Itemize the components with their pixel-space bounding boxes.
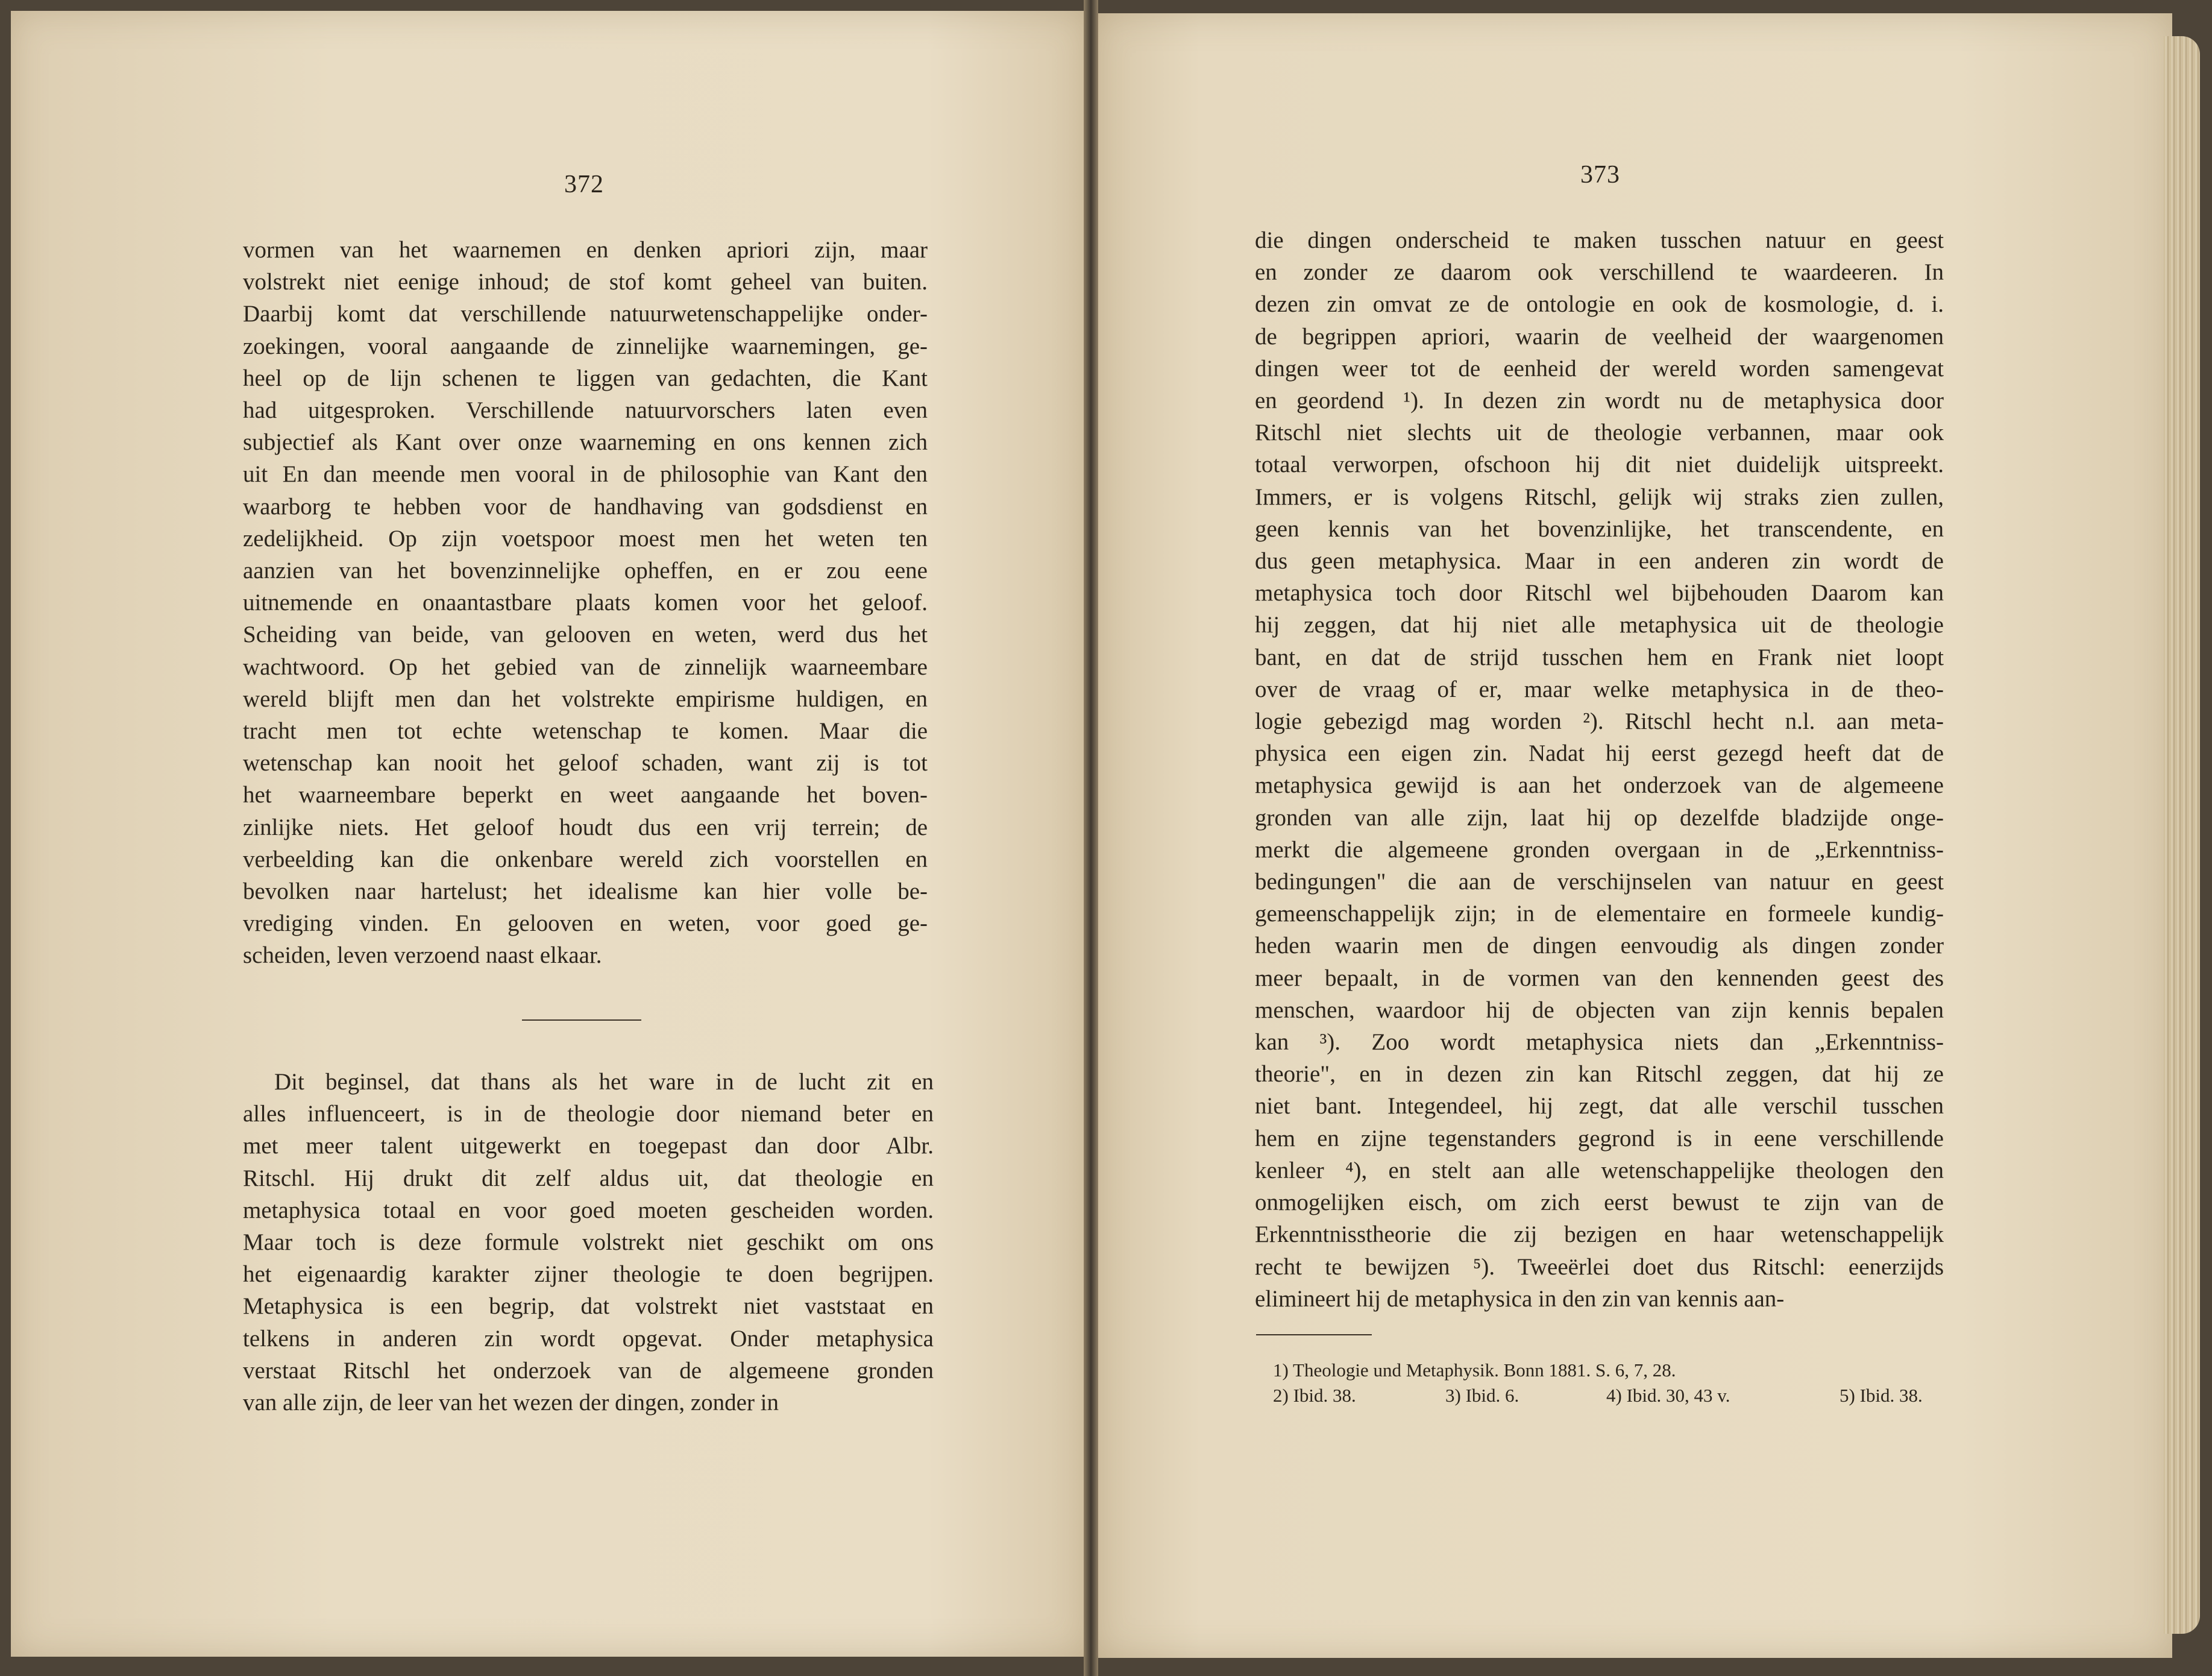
- text-line: het eigenaardig karakter zijner theologie te doen begrijpen.: [243, 1261, 934, 1288]
- text-line: die dingen onderscheid te maken tusschen natuur en geest: [1255, 227, 1944, 253]
- text-line: Daarbij komt dat verschillende natuurwetenschappelijke onder-: [243, 301, 928, 327]
- text-line: de begrippen apriori, waarin de veelheid der waargenomen: [1255, 323, 1944, 350]
- text-line: Metaphysica is een begrip, dat volstrekt niet vaststaat en: [243, 1293, 934, 1320]
- book-gutter: [1084, 0, 1098, 1676]
- left-paragraph-1: [243, 234, 928, 972]
- text-line: scheiden, leven verzoend naast elkaar.: [243, 942, 602, 969]
- text-line: uit En dan meende men vooral in de philosophie van Kant den: [243, 461, 928, 488]
- text-line: onmogelijken eisch, om zich eerst bewust te zijn van de: [1255, 1189, 1944, 1216]
- text-line: zedelijkheid. Op zijn voetspoor moest men het weten ten: [243, 525, 928, 552]
- page-number-left: 372: [564, 171, 604, 198]
- text-line: uitnemende en onaantastbare plaats komen voor het geloof.: [243, 590, 928, 616]
- text-line: vormen van het waarnemen en denken apriori zijn, maar: [243, 237, 928, 263]
- text-line: verbeelding kan die onkenbare wereld zich voorstellen en: [243, 846, 928, 872]
- footnote-1: 1) Theologie und Metaphysik. Bonn 1881. S. 6, 7, 28.: [1273, 1359, 1676, 1381]
- text-line: Erkenntnisstheorie die zij bezigen en haar wetenschappelijk: [1255, 1221, 1944, 1248]
- footnote-2: 2) Ibid. 38.: [1273, 1385, 1356, 1406]
- text-line: tracht men tot echte wetenschap te komen. Maar die: [243, 718, 928, 745]
- section-divider: [522, 1019, 641, 1021]
- text-line: recht te bewijzen ⁵). Tweeërlei doet dus Ritschl: eenerzijds: [1255, 1253, 1944, 1280]
- text-line: verstaat Ritschl het onderzoek van de algemeene gronden: [243, 1357, 934, 1384]
- text-line: dingen weer tot de eenheid der wereld worden samengevat: [1255, 355, 1944, 382]
- text-line: had uitgesproken. Verschillende natuurvorschers laten even: [243, 397, 928, 424]
- text-line: Ritschl niet slechts uit de theologie verbannen, maar ook: [1255, 420, 1944, 446]
- footnote-5: 5) Ibid. 38.: [1840, 1385, 1923, 1406]
- text-line: bant, en dat de strijd tusschen hem en Frank niet loopt: [1255, 644, 1944, 670]
- page-edges: [2164, 36, 2200, 1634]
- text-line: het waarneembare beperkt en weet aangaande het boven-: [243, 782, 928, 808]
- text-line: meer bepaalt, in de vormen van den kennenden geest des: [1255, 965, 1944, 991]
- text-line: Maar toch is deze formule volstrekt niet geschikt om ons: [243, 1229, 934, 1256]
- text-line: en zonder ze daarom ook verschillend te waardeeren. In: [1255, 259, 1944, 286]
- left-paragraph-2: [243, 1066, 934, 1419]
- text-line: met meer talent uitgewerkt en toegepast dan door Albr.: [243, 1133, 934, 1159]
- text-line: Dit beginsel, dat thans als het ware in de lucht zit en: [274, 1069, 934, 1095]
- text-line: niet bant. Integendeel, hij zegt, dat alle verschil tusschen: [1255, 1093, 1944, 1120]
- text-line: logie gebezigd mag worden ²). Ritschl hecht n.l. aan meta-: [1255, 708, 1944, 735]
- text-line: elimineert hij de metaphysica in den zin van kennis aan-: [1255, 1285, 1785, 1312]
- text-line: waarborg te hebben voor de handhaving van godsdienst en: [243, 493, 928, 520]
- text-line: telkens in anderen zin wordt opgevat. Onder metaphysica: [243, 1325, 934, 1352]
- text-line: theorie", en in dezen zin kan Ritschl zeggen, dat hij ze: [1255, 1061, 1944, 1088]
- page-number-right: 373: [1580, 161, 1620, 189]
- text-line: over de vraag of er, maar welke metaphysica in de theo-: [1255, 676, 1944, 702]
- text-line: van alle zijn, de leer van het wezen der dingen, zonder in: [243, 1390, 779, 1416]
- text-line: vrediging vinden. En gelooven en weten, voor goed ge-: [243, 910, 928, 937]
- right-body-text: [1255, 224, 1944, 1315]
- text-line: Ritschl. Hij drukt dit zelf aldus uit, dat theologie en: [243, 1165, 934, 1191]
- text-line: kenleer ⁴), en stelt aan alle wetenschappelijke theologen den: [1255, 1157, 1944, 1183]
- text-line: bevolken naar hartelust; het idealisme kan hier volle be-: [243, 878, 928, 905]
- text-line: geen kennis van het bovenzinlijke, het transcendente, en: [1255, 515, 1944, 542]
- text-line: hij zeggen, dat hij niet alle metaphysica uit de theologie: [1255, 612, 1944, 638]
- text-line: metaphysica totaal en voor goed moeten gescheiden worden.: [243, 1197, 934, 1223]
- text-line: Immers, er is volgens Ritschl, gelijk wij straks zien zullen,: [1255, 484, 1944, 510]
- footnote-4: 4) Ibid. 30, 43 v.: [1606, 1385, 1730, 1406]
- text-line: heden waarin men de dingen eenvoudig als dingen zonder: [1255, 933, 1944, 959]
- text-line: dezen zin omvat ze de ontologie en ook de kosmologie, d. i.: [1255, 291, 1944, 318]
- text-line: wetenschap kan nooit het geloof schaden, want zij is tot: [243, 750, 928, 777]
- text-line: metaphysica toch door Ritschl wel bijbehouden Daarom kan: [1255, 580, 1944, 606]
- text-line: zinlijke niets. Het geloof houdt dus een vrij terrein; de: [243, 814, 928, 840]
- text-line: aanzien van het bovenzinnelijke opheffen, en er zou eene: [243, 558, 928, 584]
- text-line: dus geen metaphysica. Maar in een anderen zin wordt de: [1255, 548, 1944, 575]
- text-line: heel op de lijn schenen te liggen van gedachten, die Kant: [243, 365, 928, 391]
- text-line: zoekingen, vooral aangaande de zinnelijke waarnemingen, ge-: [243, 333, 928, 359]
- text-line: wereld blijft men dan het volstrekte empirisme huldigen, en: [243, 685, 928, 712]
- text-line: metaphysica gewijd is aan het onderzoek van de algemeene: [1255, 772, 1944, 799]
- text-line: wachtwoord. Op het gebied van de zinnelijk waarneembare: [243, 654, 928, 680]
- text-line: kan ³). Zoo wordt metaphysica niets dan „Erkenntniss-: [1255, 1029, 1944, 1056]
- text-line: hem en zijne tegenstanders gegrond is in eene verschillende: [1255, 1125, 1944, 1151]
- text-line: gronden van alle zijn, laat hij op dezelfde bladzijde onge-: [1255, 804, 1944, 831]
- footnote-rule: [1256, 1334, 1372, 1335]
- text-line: menschen, waardoor hij de objecten van zijn kennis bepalen: [1255, 997, 1944, 1023]
- text-line: bedingungen" die aan de verschijnselen van natuur en geest: [1255, 869, 1944, 895]
- text-line: volstrekt niet eenige inhoud; de stof komt geheel van buiten.: [243, 269, 928, 295]
- text-line: physica een eigen zin. Nadat hij eerst gezegd heeft dat de: [1255, 740, 1944, 767]
- text-line: alles influenceert, is in de theologie door niemand beter en: [243, 1101, 934, 1127]
- text-line: subjectief als Kant over onze waarneming en ons kennen zich: [243, 429, 928, 456]
- text-line: totaal verworpen, ofschoon hij dit niet duidelijk uitspreekt.: [1255, 452, 1944, 478]
- footnote-3: 3) Ibid. 6.: [1445, 1385, 1519, 1406]
- text-line: Scheiding van beide, van gelooven en weten, werd dus het: [243, 622, 928, 648]
- text-line: gemeenschappelijk zijn; in de elementaire en formeele kundig-: [1255, 901, 1944, 927]
- text-line: merkt die algemeene gronden overgaan in de „Erkenntniss-: [1255, 836, 1944, 863]
- text-line: en geordend ¹). In dezen zin wordt nu de metaphysica door: [1255, 388, 1944, 414]
